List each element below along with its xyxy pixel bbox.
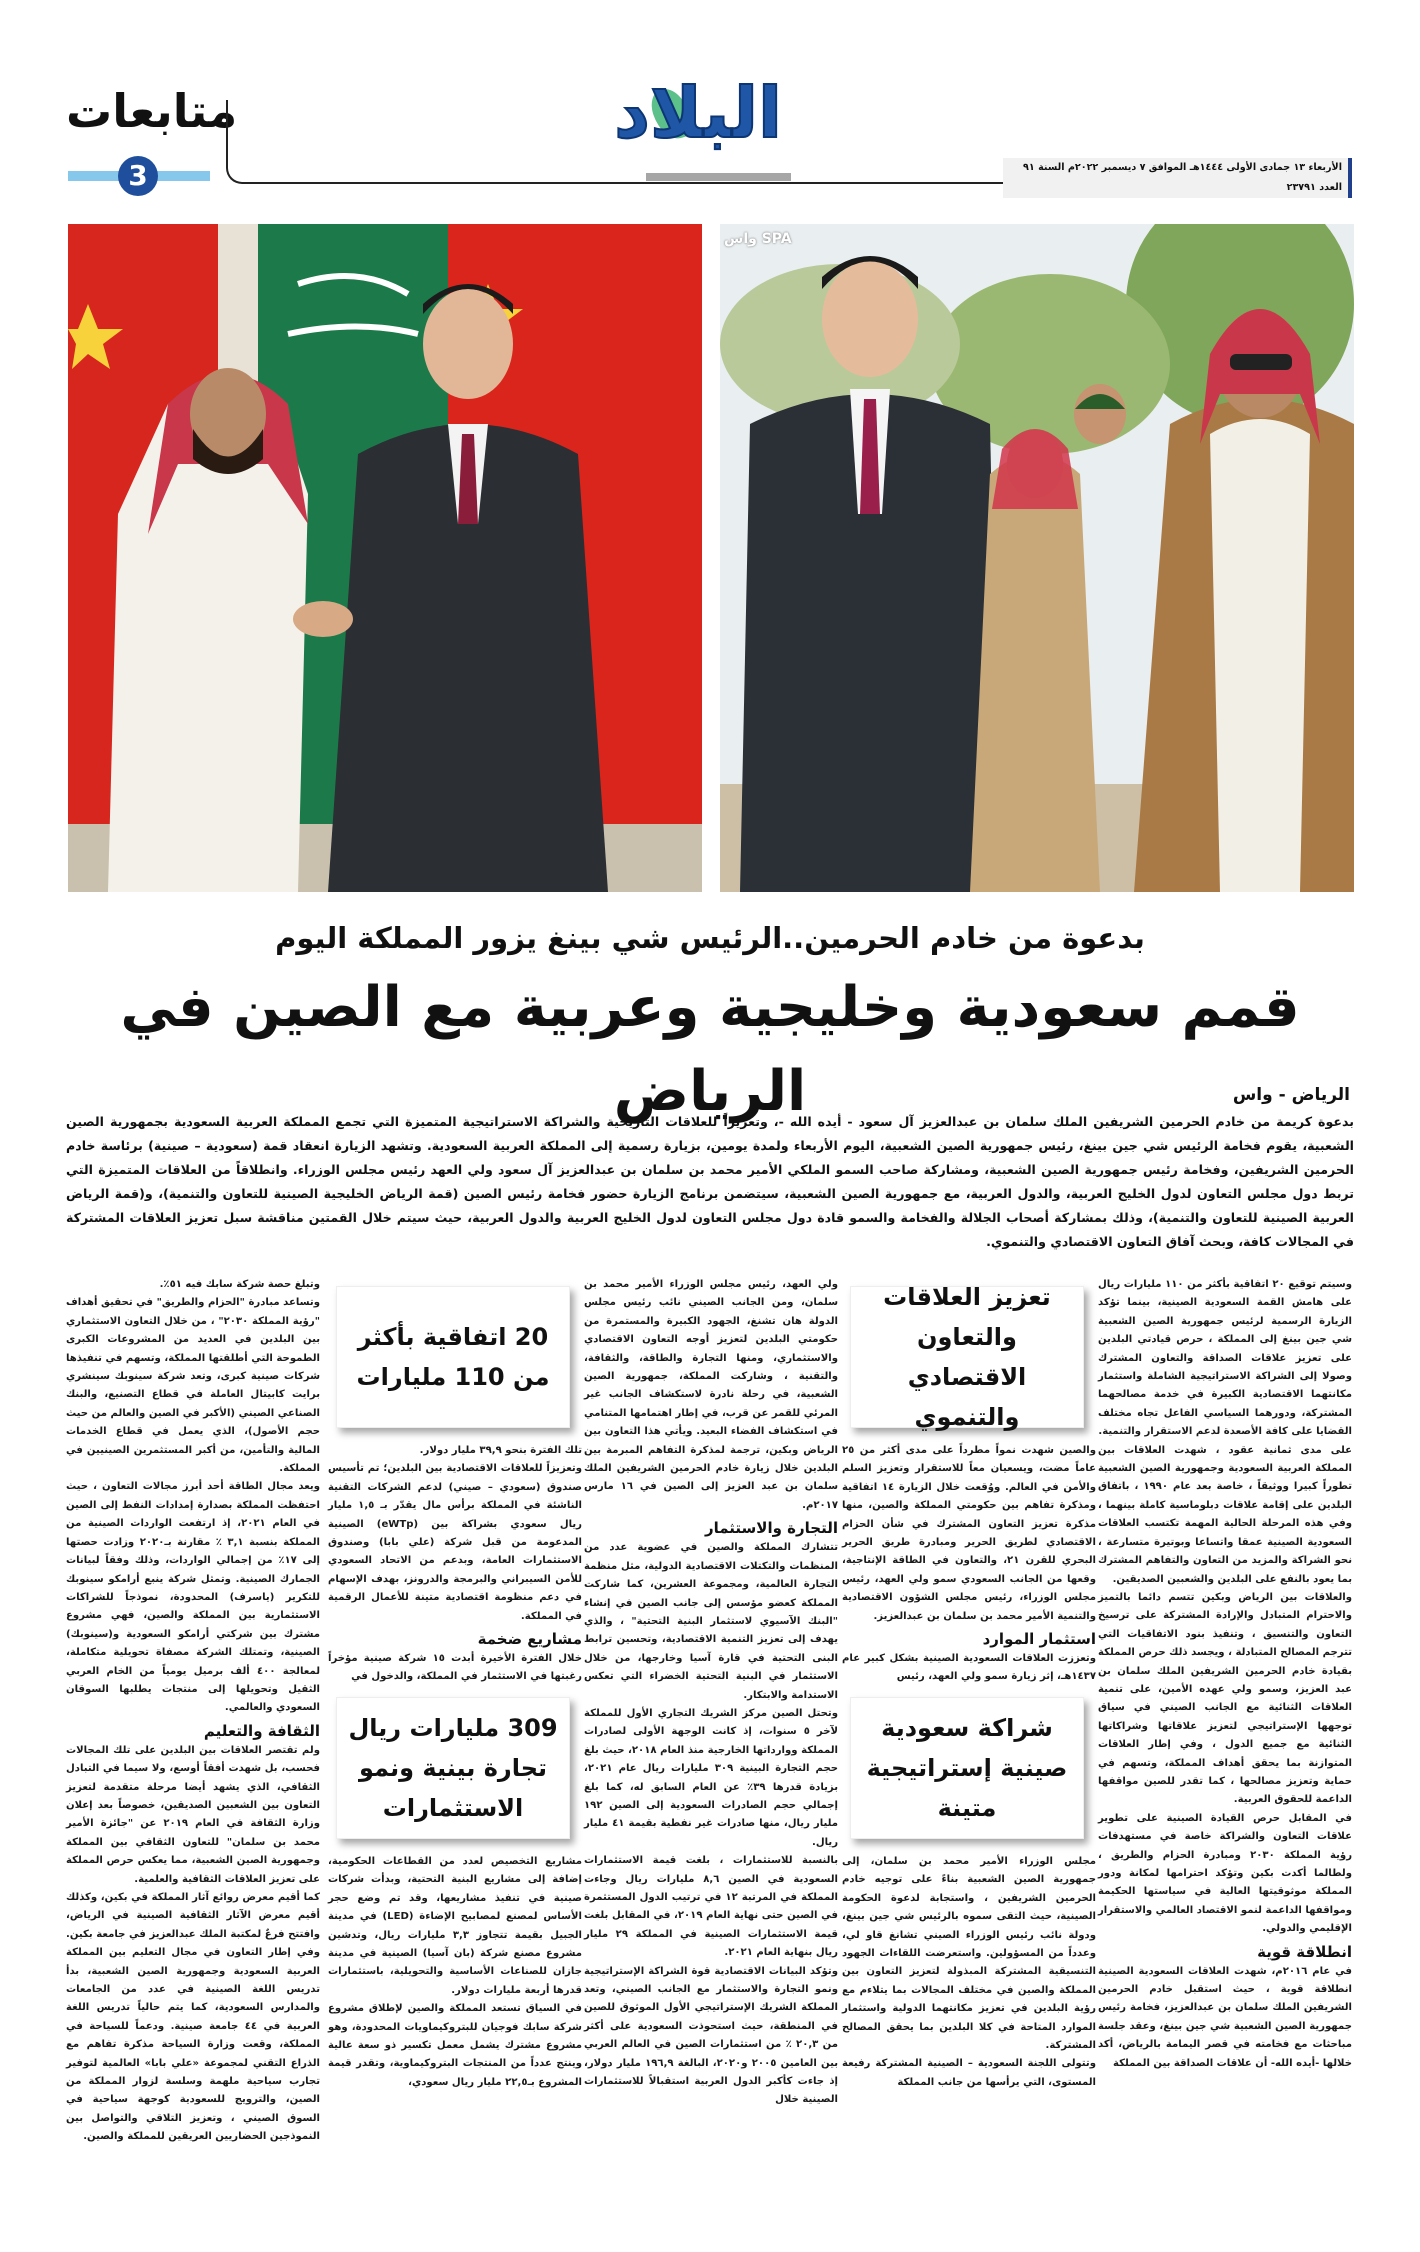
body-paragraph: ويعد مجال الطاقة أحد أبرز مجالات التعاون ، حيث احتفظت المملكة بصدارة إمدادات النفط إلى الصين في العام ٢٠٢١، إذ ارتفعت الواردات الصينية من المملكة بنسبة ٣,١ ٪ مقارنة بـ٢٠٢٠ وزادت حصتها إلى ١٧٪ من إجمالي الواردات، وذلك وفقاً لبيانات الجمارك الصينية. وتمثل شركة ينبع أرامكو سينوبك للتكرير (ياسرف) المحدودة، نموذجاً للشراكات الاستثمارية بين المملكة والصين، فهي مشروع مشترك بين شركتي أرامكو السعودية و(سينوبك) الصينية، وتمتلك الشركة مصفاة تحويلية متكاملة، لمعالجة ٤٠٠ ألف برميل يومياً من الخام العربي الثقيل وتحويلها إلى منتجات يطلبها السوقان السعودي والعالمي.: [66, 1481, 321, 1714]
article-intro: بدعوة كريمة من خادم الحرمين الشريفين الملك سلمان بن عبدالعزيز آل سعود - أيده الله -، وتعزيزاً للعلاقات التاريخية والشراكة الاستراتيجية المتميزة التي تجمع المملكة العربية السعودية بجمهورية الصين الشعبية، يقوم فخامة الرئيس شي جين بينغ، رئيس جمهورية الصين الشعبية، اليوم الأربعاء ولمدة يومين، بزيارة رسمية إلى المملكة العربية السعودية. وتشهد الزيارة انعقاد قمة (سعودية – صينية) برئاسة خادم الحرمين الشريفين، وفخامة رئيس جمهورية الصين الشعبية، ومشاركة صاحب السمو الملكي الأمير محمد بن سلمان بن عبدالعزيز آل سعود ولي العهد رئيس مجلس الوزراء. وانطلاقاً من العلاقات المتميزة التي تربط دول مجلس التعاون لدول الخليج العربية، والدول العربية، مع جمهورية الصين الشعبية، سيتضمن برنامج الزيارة حضور فخامة رئيس الصين (قمة الرياض الخليجية الصينية للتعاون والتنمية)، و(قمة الرياض العربية الصينية للتعاون والتنمية)، وذلك بمشاركة أصحاب الجلالة والفخامة والسمو قادة دول مجلس التعاون لدول الخليج العربية والدول العربية، حيث سيتم خلال القمتين مناقشة سبل تعزيز العلاقات المشتركة في المجالات كافة، وبحث آفاق التعاون الاقتصادي والتنموي.: [66, 1114, 1354, 1249]
issue-date-line: الأربعاء ١٣ جمادى الأولى ١٤٤٤هـ الموافق ٧ ديسمبر ٢٠٢٢م السنة ٩١ العدد ٢٣٧٩١: [1003, 158, 1352, 198]
section-subheading: مشاريع ضخمة: [477, 1630, 582, 1649]
section-subheading: استثمار الموارد: [982, 1630, 1096, 1649]
article-column: [584, 1276, 838, 2110]
body-paragraph: مشاريع التخصيص لعدد من القطاعات الحكومية، إضافة إلى مشاريع البنية التحتية، وبدأت شركات صينية في تنفيذ مشاريعها، وقد تم وضع حجر الأساس لمصنع لمصابيح الإضاءة (LED) في مدينة الجبيل بقيمة تتجاوز ٣,٣ مليارات ريال، وتدشين مشروع مصنع شركة (بان آسيا) الصينية في مدينة جازان للصناعات الأساسية والتحويلية، باستثمارات قدرها أربعة مليارات دولار.: [328, 1855, 582, 1996]
newspaper-logo: [614, 72, 792, 182]
section-subheading: الثقافة والتعليم: [203, 1721, 320, 1740]
byline: الرياض - واس: [1232, 1085, 1350, 1105]
body-paragraph: وتحتل الصين مركز الشريك التجاري الأول للمملكة لآخر ٥ سنوات، إذ كانت الوجهة الأولى لصادرات المملكة ووارداتها الخارجية منذ العام ٢٠١٨، حيث بلغ حجم التجارة البينية ٣٠٩ مليارات ريال عام ٢٠٢١، بزيادة قدرها ٣٩٪ عن العام السابق له، كما بلغ إجمالي حجم الصادرات السعودية إلى الصين ١٩٢ مليار ريال، منها صادرات غير نفطية بقيمة ٤١ مليار ريال.: [584, 1707, 839, 1848]
headline: قمم سعودية وخليجية وعربية مع الصين في الرياض: [120, 975, 1300, 1124]
body-paragraph: خلال الفترة الأخيرة أبدت ١٥ شركة صينية مؤخراً رغبتها في الاستثمار في المملكة، والدخول في: [328, 1653, 582, 1683]
pull-quote-box: 309 مليارات ريال تجارة بينية ونمو الاستثمارات: [336, 1697, 570, 1839]
body-paragraph: على مدى ثمانية عقود ، شهدت العلاقات بين المملكة العربية السعودية وجمهورية الصين الشعبية تطوراً كبيرا ووثيقاً ، خاصة بعد عام ١٩٩٠ ، باتفاق البلدين على إقامة علاقات دبلوماسية كاملة بينهما ، وفي هذه المرحلة الحالية المهمة تكتسب العلاقات السعودية الصينية عمقا واتساعا وبوتيرة متسارعة ، نحو الشراكة والمزيد من التعاون والتفاهم المشترك بما يعود بالنفع على البلدين والشعبين الصديقين.: [1098, 1444, 1353, 1585]
section-subheading: التجارة والاستثمار: [704, 1519, 838, 1538]
logo-underbar: [646, 173, 791, 181]
photo-welcome: [720, 224, 1354, 892]
body-paragraph: ولي العهد، رئيس مجلس الوزراء الأمير محمد بن سلمان، ومن الجانب الصيني نائب رئيس مجلس الدولة هان تشنغ، الجهود الكبيرة والمستمرة من حكومتي البلدين لتعزيز أوجه التعاون الاقتصادي والاستثماري، ومنها التجارة والطاقة، والثقافة، والتقنية ، وشاركت المملكة، جمهورية الصين الشعبية، في رحلة نادرة لاستكشاف الجانب غير المرئي للقمر عن قرب، في إطار اهتمامها المتنامي في استكشاف الفضاء البعيد. ويأتي هذا التعاون بين الرياض وبكين، ترجمة لمذكرة التفاهم المبرمة بين البلدين خلال زيارة خادم الحرمين الشريفين الملك سلمان بن عبد العزيز إلى الصين في ١٦ مارس ٢٠١٧م.: [584, 1279, 839, 1511]
article-column: [1098, 1276, 1352, 2073]
body-paragraph: في عام ٢٠١٦م، شهدت العلاقات السعودية الصينية انطلاقة قوية ، حيث استقبل خادم الحرمين الشريفين الملك سلمان بن عبدالعزيز، فخامة رئيس جمهورية الصين الشعبية شي جين بينغ، وعقد جلسة مباحثات مع فخامته في قصر اليمامة بالرياض، أكد خلالها -أيده الله- أن علاقات الصداقة بين المملكة: [1098, 1965, 1353, 2069]
body-paragraph: تتشارك المملكة والصين في عضوية عدد من المنظمات والتكتلات الاقتصادية الدولية، مثل منظمة التجارة العالمية، ومجموعة العشرين، كما شاركت المملكة كعضو مؤسس إلى جانب الصين في إنشاء "البنك الآسيوي لاستثمار البنية التحتية" ، والذي يهدف إلى تعزيز التنمية الاقتصادية، وتحسين ترابط البنى التحتية في قارة آسيا وخارجها، من خلال الاستثمار في البنية التحتية الخضراء التي تعكس الاستدامة والابتكار.: [584, 1542, 838, 1701]
body-paragraph: كما أقيم معرض روائع آثار المملكة في بكين، وكذلك أقيم معرض الآثار الثقافية الصينية في الرياض، وافتتح فرعٌ لمكتبة الملك عبدالعزيز في جامعة بكين. وفي إطار التعاون في مجال التعليم بين المملكة العربية السعودية وجمهورية الصين الشعبية، بدأ تدريس اللغة الصينية في عدد من الجامعات والمدارس السعودية، كما يتم حالياً تدريس اللغة العربية في ٤٤ جامعة صينية. ودعماً للسياحة في المملكة، وقعت وزارة السياحة مذكرة تفاهم مع الذراع التقني لمجموعة «علي بابا» العالمية لتوفير تجارب سياحية ملهمة وسلسة لزوار المملكة من الصين، والترويج للسعودية كوجهة سياحية في السوق الصيني ، وتعزيز التلاقي والتواصل بين النموذجين الحضاريين العريقين للمملكة والصين.: [66, 1892, 320, 2143]
pull-quote-box: شراكة سعودية صينية إستراتيجية متينة: [850, 1697, 1084, 1839]
subheadline: بدعوة من خادم الحرمين..الرئيس شي بينغ يزور المملكة اليوم: [275, 921, 1145, 955]
pull-quote-box: تعزيز العلاقات والتعاون الاقتصادي والتنموي: [850, 1286, 1084, 1428]
section-title: متابعات: [66, 84, 238, 138]
body-paragraph: وسيتم توقيع ٢٠ اتفاقية بأكثر من ١١٠ مليارات ريال على هامش القمة السعودية الصينية، بينما تؤكد الزيارة الرسمية لرئيس جمهورية الصين الشعبية شي جين بينغ إلى المملكة ، حرص قيادتي البلدين على تعزيز علاقات الصداقة والتعاون المشترك وصولا إلى الشراكة الاستراتيجية الشاملة واستثمار مكانتهما الاقتصادية الكبيرة في خدمة مصالحهما المشتركة، ودورهما السياسي الفاعل تجاه مختلف القضايا على كافة الأصعدة لدعم الاستقرار والتنمية.: [1098, 1279, 1352, 1438]
article-column: [842, 1276, 1096, 2092]
body-paragraph: والصين شهدت نمواً مطرداً على مدى أكثر من ٢٥ عاماً مضت، ويسعيان معاً للاستقرار وتعزيز السلم والأمن في العالم. ووُقعت خلال الزيارة ١٤ اتفاقية ومذكرة تفاهم بين حكومتي المملكة والصين، منها مذكرة تعزيز التعاون المشترك في شأن الحزام الاقتصادي لطريق الحرير ومبادرة طريق الحرير البحري للقرن ٢١، والتعاون في الطاقة الإنتاجية، وقعها من الجانب السعودي سمو ولي العهد، رئيس مجلس الوزراء، رئيس مجلس الشؤون الاقتصادية والتنمية الأمير محمد بن سلمان بن عبدالعزيز.: [842, 1445, 1097, 1622]
section-subheading: انطلاقة قوية: [1257, 1942, 1352, 1961]
agency-watermark: واس SPA: [724, 231, 792, 247]
pull-quote-box: 20 اتفاقية بأكثر من 110 مليارات: [336, 1286, 570, 1428]
article-column: [66, 1276, 320, 2147]
body-paragraph: وتعزيزاً للعلاقات الاقتصادية بين البلدين؛ تم تأسيس صندوق (سعودي – صيني) لدعم الشركات التقنية الناشئة في المملكة برأس مال يقدّر بـ ١,٥ مليار ريال سعودي بشراكة بين (eWTp) الصينية المدعومة من قبل شركة (علي بابا) وصندوق الاستثمارات العامة، وبدعم من الاتحاد السعودي للأمن السيبراني والبرمجة والدرونز، بهدف الإسهام في دعم منظومة اقتصادية متينة للأعمال الرقمية في المملكة.: [328, 1463, 582, 1622]
body-paragraph: وتتولى اللجنة السعودية – الصينية المشتركة رفيعة المستوى، التي يرأسها من جانب المملكة: [842, 2058, 1096, 2088]
body-paragraph: وتؤكد البيانات الاقتصادية قوة الشراكة الإستراتيجية ونمو التجارة والاستثمار مع الجانب الصيني، وتعد المملكة الشريك الإستراتيجي الأول الموثوق للصين في المنطقة، حيث استحوذت السعودية على أكثر من ٢٠,٣ ٪ من استثمارات الصين في العالم العربي بين العامين ٢٠٠٥ و٢٠٢٠، البالغة ١٩٦,٩ مليار دولار، إذ جاءت كأكبر الدول العربية استقبالاً للاستثمارات الصينية خلال: [584, 1965, 838, 2106]
body-paragraph: وتبلغ حصة شركة سابك فيه ٥١٪.: [159, 1279, 320, 1290]
body-paragraph: تلك الفترة بنحو ٣٩,٩ مليار دولار.: [419, 1445, 582, 1456]
logo-text: البلاد: [614, 72, 782, 154]
article-column: [328, 1276, 582, 2092]
body-paragraph: وتساعد مبادرة "الحزام والطريق" في تحقيق أهداف "رؤية المملكة ٢٠٣٠" ، من خلال التعاون الاستثماري بين البلدين في العديد من المشروعات الكبرى الطموحة التي أطلقتها المملكة، وتسهم في تنفيذها شركات صينية كبرى، وتعد شركة سينوبك سينشري برايت كابيتال العاملة في قطاع التصنيع، والبنك الصناعي الصيني (الأكبر في الصين والعالم من حيث حجم الأصول)، الذي يعمل في قطاع الخدمات المالية والتأمين، من أكبر المستثمرين الصينيين في المملكة.: [66, 1297, 321, 1475]
body-paragraph: في السياق تستعد المملكة والصين لإطلاق مشروع شركة سابك فوجيان للبتروكيماويات المحدودة، وهو مشروع مشترك يشمل معمل تكسير ذو سعة عالية وينتج عدداً من المنتجات البتروكيماوية، وتقدر قيمة المشروع بـ٢٢,٥ مليار ريال سعودي،: [328, 2003, 582, 2088]
body-paragraph: مجلس الوزراء الأمير محمد بن سلمان، إلى جمهورية الصين الشعبية بناءً على توجيه خادم الحرمين الشريفين ، واستجابة لدعوة الحكومة الصينية، حيث التقى سموه بالرئيس شي جين بينغ، ودولة نائب رئيس الوزراء الصيني تشانغ قاو لي، وعدداً من المسؤولين. واستعرضت اللقاءات الجهود التنسيقية المشتركة المبذولة لتعزيز التعاون بين المملكة والصين في مختلف المجالات بما يتلاءم مع رؤية البلدين في تعزيز مكانتهما الدولية واستثمار الموارد المتاحة في كلا البلدين بما يحقق المصالح المشتركة.: [842, 1855, 1096, 2051]
body-paragraph: في المقابل حرص القيادة الصينية على تطوير علاقات التعاون والشراكة خاصة في مستهدفات رؤية المملكة ٢٠٣٠ ومبادرة الحزام والطريق ، ولطالما أكدت بكين وتؤكد احترامها لمكانة ودور المملكة موثوقيتها العالية في سياستها الحكيمة ومواقفها الداعمة لنمو الاقتصاد العالمي والاستقرار الإقليمي والدولي.: [1098, 1812, 1353, 1935]
photo-handshake: [68, 224, 702, 892]
body-paragraph: ولم تقتصر العلاقات بين البلدين على تلك المجالات فحسب، بل شهدت أفقاً أوسع، ولا سيما في التبادل الثقافي، الذي يشهد أيضا مرحلة متقدمة لتعزيز التعاون بين الشعبين الصديقين، خصوصاً بعد إعلان وزارة الثقافة في العام ٢٠١٩ عن "جائزة الأمير محمد بن سلمان" للتعاون الثقافي بين المملكة وجمهورية الصين الشعبية، مما يعكس حرص المملكة على تعزيز العلاقات الثقافية والعلمية.: [66, 1744, 321, 1885]
body-paragraph: وتعززت العلاقات السعودية الصينية بشكل كبير عام ١٤٣٧هـ، إثر زيارة سمو ولي العهد، رئيس: [842, 1653, 1096, 1683]
body-paragraph: والعلاقات بين الرياض وبكين تتسم دائما بالتميز والاحترام المتبادل والإرادة المشتركة على ترسيخ التعاون والتنسيق ، وتنفيذ بنود الاتفاقيات التي تترجم المصالح المتبادلة ، ويجسد ذلك حرص المملكة بقيادة خادم الحرمين الشريفين الملك سلمان بن عبد العزيز، وسمو ولي عهده الأمين، على تنمية العلاقات الثنائية مع الجانب الصيني في سياق توجهها الإستراتيجي لتعزيز علاقاتها وشراكاتها الثنائية مع جميع الدول ، وفي إطار العلاقات المتوازنة بما يحقق أهداف المملكة، وتسهم في حماية وتعزيز مصالحها ، كما تقدر للصين مواقفها الداعمة للحقوق العربية.: [1098, 1591, 1352, 1806]
body-paragraph: بالنسبة للاستثمارات ، بلغت قيمة الاستثمارات السعودية في الصين ٨,٦ مليارات ريال وجاءت المملكة في المرتبة ١٢ في ترتيب الدول المستثمرة في الصين حتى نهاية العام ٢٠١٩، في المقابل بلغت قيمة الاستثمارات الصينية في المملكة ٢٩ مليار ريال بنهاية العام ٢٠٢١.: [584, 1855, 838, 1959]
page-number-badge: 3: [118, 156, 158, 196]
